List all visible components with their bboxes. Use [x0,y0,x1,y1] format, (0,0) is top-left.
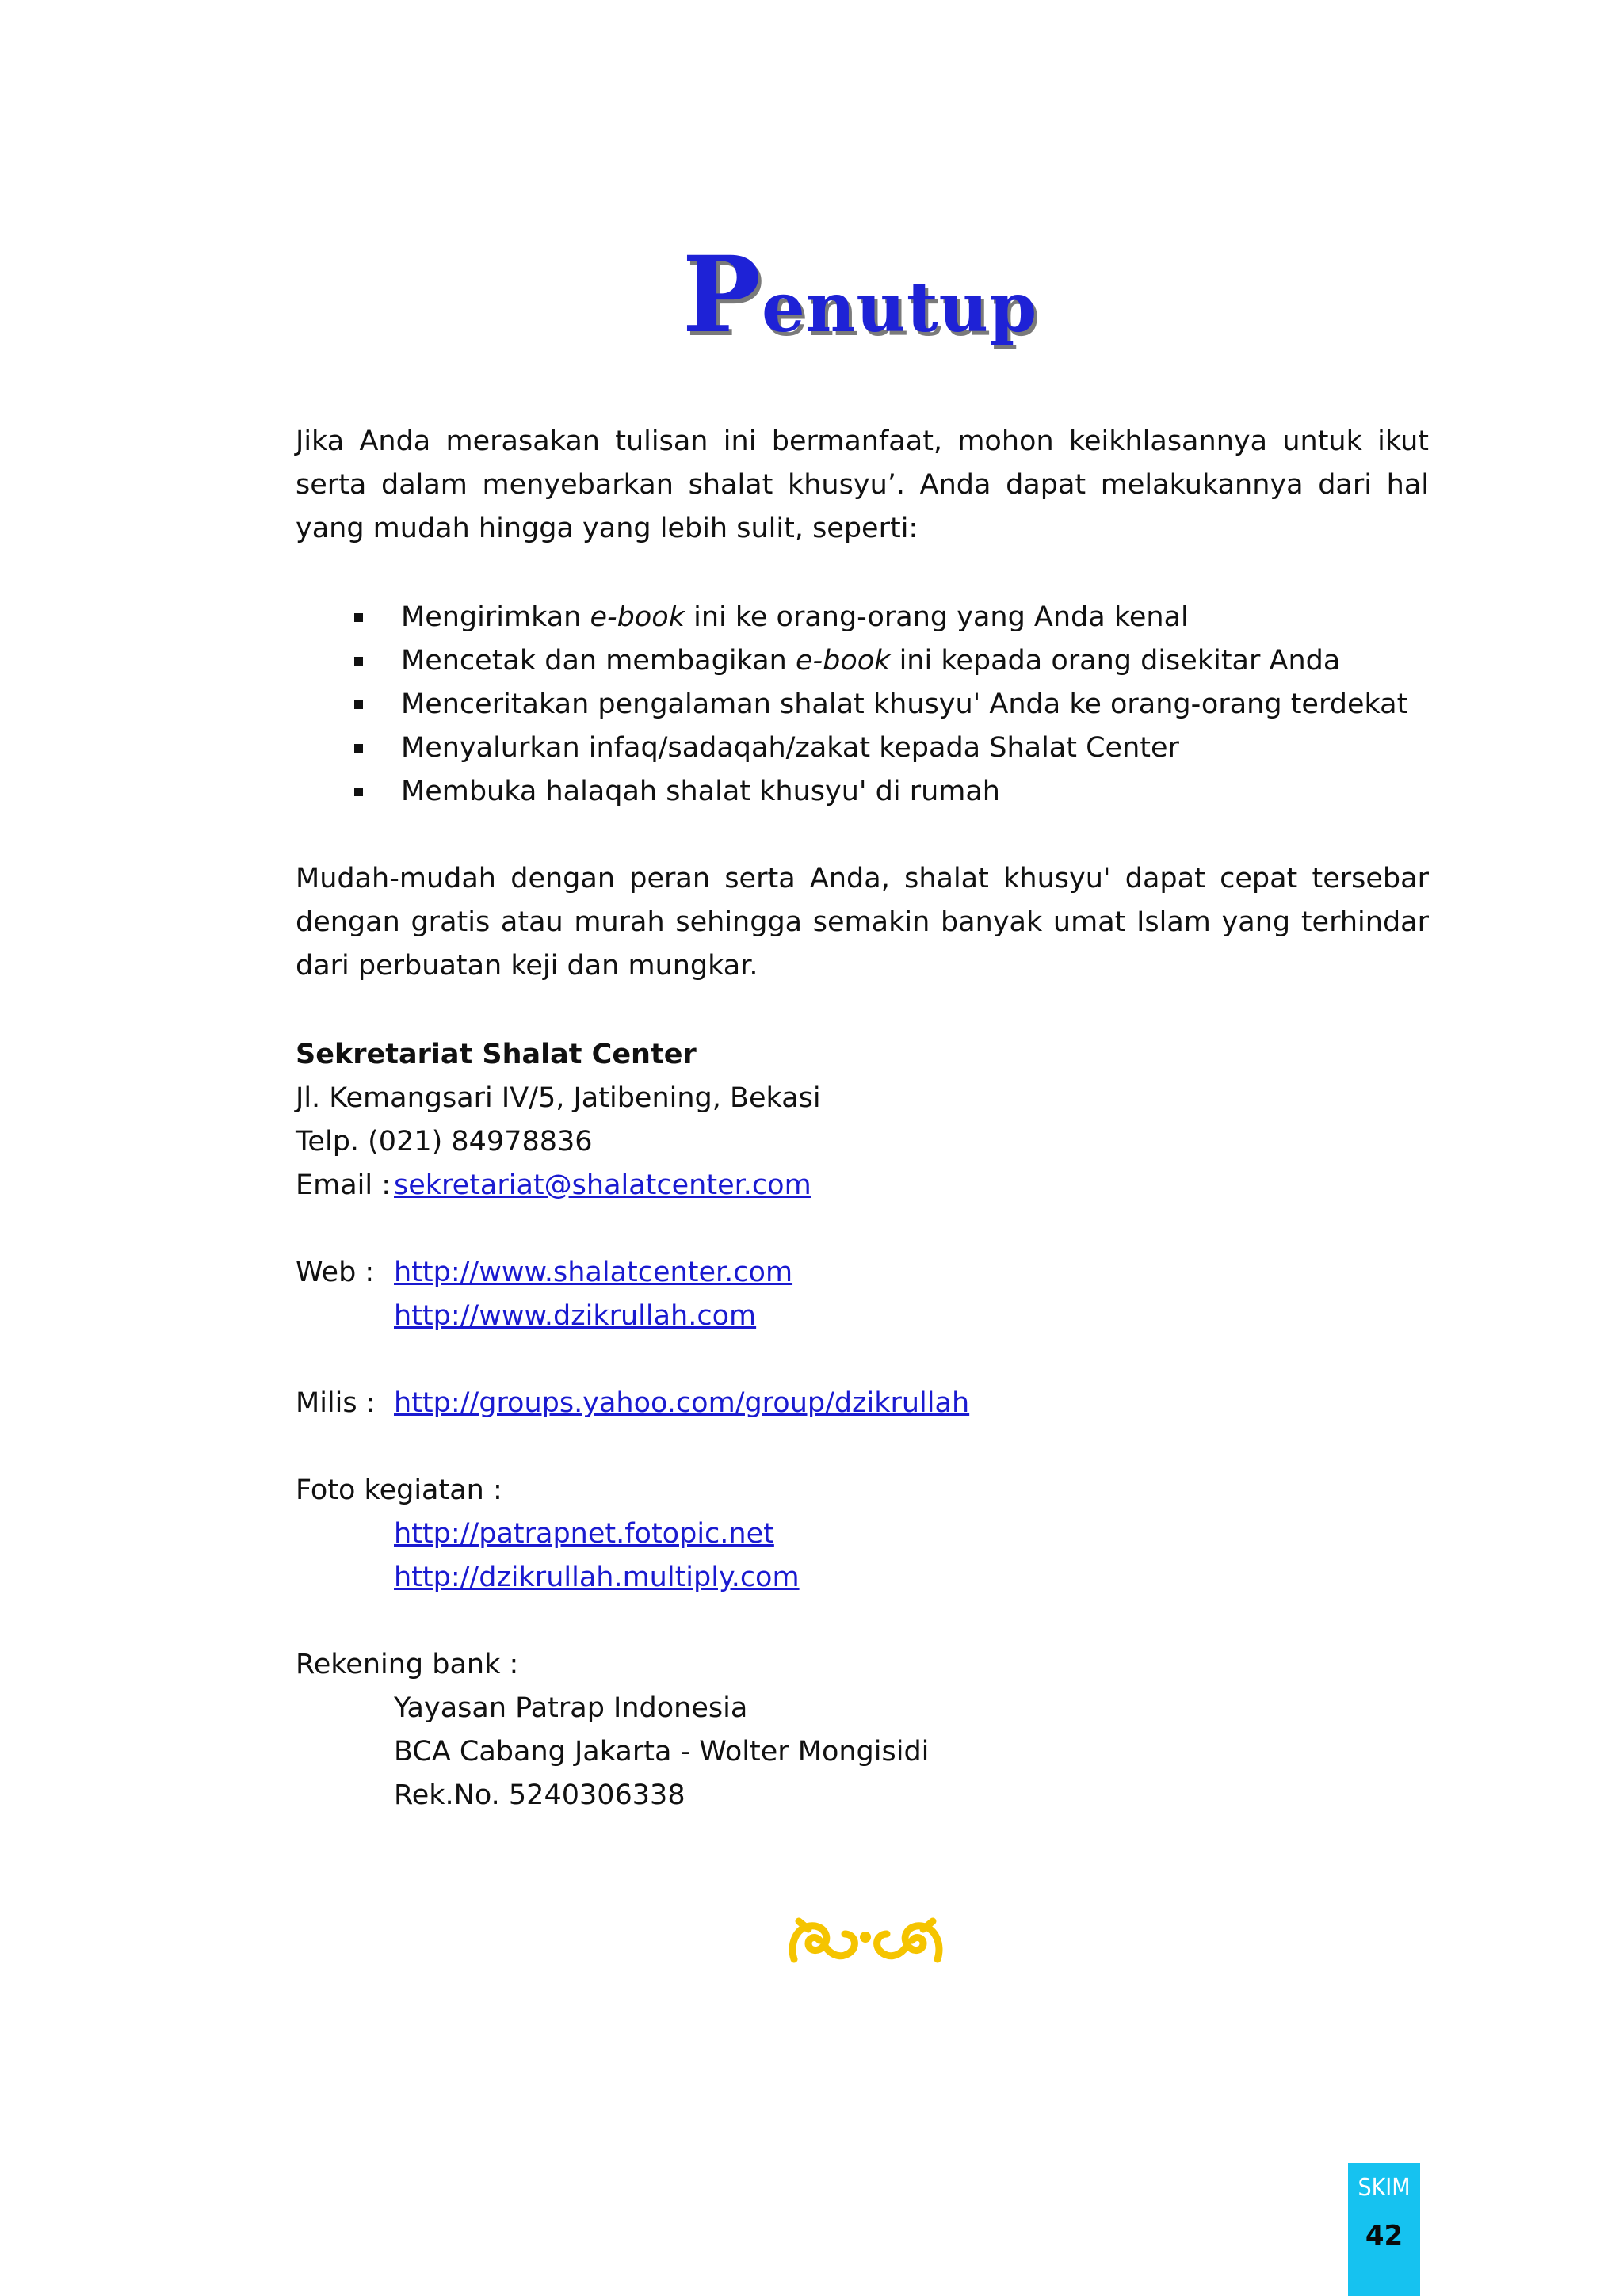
web-label: Web : [296,1257,375,1288]
page-title [0,234,1623,357]
closing-paragraph: Mudah-mudah dengan peran serta Anda, shalat khusyu' dapat cepat tersebar dengan gratis atau murah sehingga semakin banyak umat Islam yang terhindar dari perbuatan keji dan mungkar. [296,863,1429,982]
email-label: Email : [296,1169,391,1201]
web-link-dzikrullah[interactable]: http://www.dzikrullah.com [394,1300,757,1332]
email-row [296,1164,1429,1207]
list-item: Menceritakan pengalaman shalat khusyu' Anda ke orang-orang terdekat [296,683,1429,727]
bank-name: Yayasan Patrap Indonesia [394,1692,748,1724]
bullet-square-icon [354,700,363,709]
list-item: Membuka halaqah shalat khusyu' di rumah [296,770,1429,814]
foto-link-multiply[interactable]: http://dzikrullah.multiply.com [394,1562,800,1593]
bank-branch: BCA Cabang Jakarta - Wolter Mongisidi [394,1736,930,1768]
foto-row-1 [296,1512,1429,1556]
web-link-shalatcenter[interactable]: http://www.shalatcenter.com [394,1257,793,1288]
list-item: Mencetak dan membagikan e-book ini kepada orang disekitar Anda [296,639,1429,683]
document-body [296,420,1429,1817]
address: Jl. Kemangsari IV/5, Jatibening, Bekasi [296,1082,821,1114]
milis-row [296,1382,1429,1425]
web-row-2 [296,1295,1429,1338]
phone: Telp. (021) 84978836 [296,1126,593,1158]
title-rest: enutup [762,268,1038,348]
intro-paragraph: Jika Anda merasakan tulisan ini bermanfaat, mohon keikhlasannya untuk ikut serta dalam menyebarkan shalat khusyu’. Anda dapat melakukannya dari hal yang mudah hingga yang lebih sulit, seperti: [296,425,1429,544]
action-list [296,596,1429,814]
foto-label: Foto kegiatan : [296,1474,502,1506]
page-number-badge [1348,2163,1420,2296]
bank-label: Rekening bank : [296,1649,519,1680]
web-row [296,1251,1429,1295]
bullet-square-icon [354,744,363,753]
bullet-square-icon [354,657,363,666]
bank-account: Rek.No. 5240306338 [394,1779,685,1811]
decorative-flourish-icon [785,1913,947,1969]
foto-link-fotopic[interactable]: http://patrapnet.fotopic.net [394,1518,774,1550]
brand-label: SKIM [1358,2174,1411,2202]
bullet-square-icon [354,788,363,796]
title-initial: P [682,234,762,357]
page-number: 42 [1365,2220,1403,2252]
email-link[interactable]: sekretariat@shalatcenter.com [394,1169,812,1201]
list-item: Mengirimkan e-book ini ke orang-orang yang Anda kenal [296,596,1429,639]
milis-label: Milis : [296,1387,376,1419]
foto-row-2 [296,1556,1429,1600]
bullet-square-icon [354,613,363,622]
list-item: Menyalurkan infaq/sadaqah/zakat kepada Shalat Center [296,727,1429,770]
milis-link[interactable]: http://groups.yahoo.com/group/dzikrullah [394,1387,970,1419]
organization-name: Sekretariat Shalat Center [296,1039,697,1070]
